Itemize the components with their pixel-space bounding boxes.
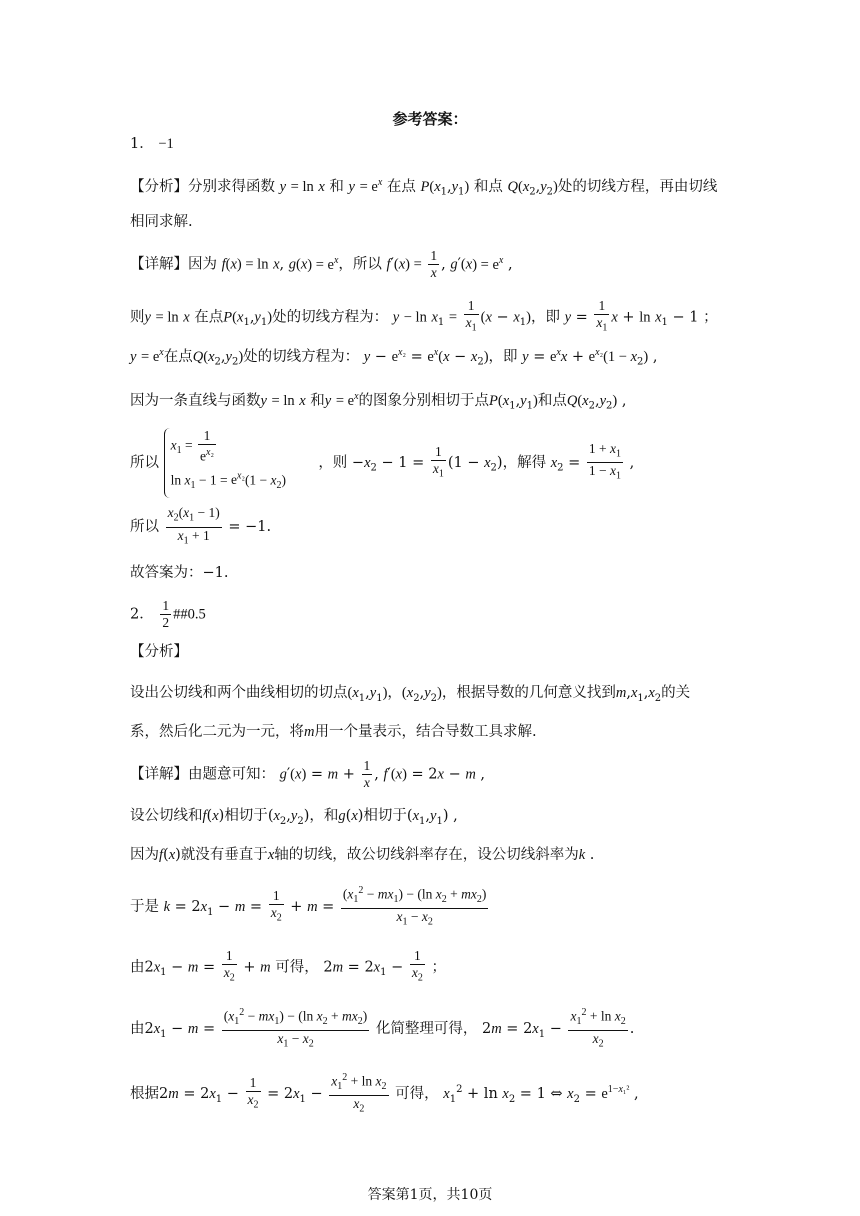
q1-answer-line: [130, 133, 800, 155]
page-footer: 答案第1页，共10页: [367, 1187, 493, 1203]
q1-analysis-tag: 【分析】: [130, 178, 188, 195]
q2-since-line: 因为f(x)就没有垂直于x轴的切线，故公切线斜率存在，设公切线斜率为k .: [130, 847, 595, 863]
q2-analysis-tag: 【分析】: [130, 644, 188, 660]
q1-detail-line: 【详解】因为 f(x) = ln x, $g(x) = e^x$，所以 f′(x) = $\frac{1}{x}$ , $g'(x) = e^x$ ,: [130, 248, 513, 280]
q1-tangent2-line: $y = e^x$在点$Q(x_2,y_2)$处的切线方程为： $y - e^{x_2} = e^x(x - x_2)$，即 $y = e^xx + e^{x_2}(1 - x_2)$ ,: [130, 347, 658, 368]
q2-analysis-line1: 设出公切线和两个曲线相切的切点$(x_1,y_1)$，$(x_2,y_2)$，根据导数的几何意义找到$m,x_1,x_2$的关: [130, 685, 691, 704]
q2-analysis-line2: 系，然后化二元为一元，将m用一个量表示，结合导数工具求解.: [130, 724, 537, 740]
q1-detail-tag: 【详解】: [130, 256, 188, 273]
page-heading: 参考答案：: [392, 110, 468, 128]
q1-answer: −1: [158, 136, 174, 152]
q1-number: 1．: [130, 136, 154, 152]
q2-answer-line: 2． $\frac{1}{2}$ ##0.5: [130, 598, 206, 630]
q2-from1-line: 由$2x_1 - m$ = $\frac{1}{x_2}$ + m 可得， $2m = 2x_1$ − $\frac{1}{x_2}$ ；: [130, 948, 446, 984]
equation-system: $x_1$ = $\frac{1}{e^{x_2}}$ $\ln x_1 - 1 = e^{x_2}(1 - x_2)$: [164, 428, 286, 498]
q1-system-line: 所以 $x_1$ = $\frac{1}{e^{x_2}}$ $\ln x_1 - 1 = e^{x_2}(1 - x_2)$ ，则 $-x_2 - 1$ = $\frac{1}{x_1}$ $(1 - x_2)$，解得 $x_2$ = $\frac{1 + x_1}{1 - x_1}$ ,: [130, 428, 800, 498]
q2-from2-line: 由$2x_1 - m$ = $\frac{(x_1^2 - mx_1) - (\ln x_2 + mx_2)}{x_1 - x_2}$ 化简整理可得， $2m = 2x_1$ − $\frac{x_1^2 + \ln x_2}{x_2}$ .: [130, 1007, 635, 1050]
q1-analysis-line: 【分析】分别求得函数 y = ln x 和 $y = e^x$ 在点 $P(x_1,y_1)$ 和点 $Q(x_2,y_2)$处的切线方程，再由切线: [130, 177, 718, 198]
q2-number: 2．: [130, 606, 154, 623]
q1-analysis-line2: 相同求解.: [130, 214, 193, 230]
q2-thus-line: 于是 $k = 2x_1 - m$ = $\frac{1}{x_2}$ + m = $\frac{(x_1^2 - mx_1) - (\ln x_2 + mx_2)}{x_1 - x_2}$: [130, 885, 487, 928]
q2-according-line: 根据$2m = 2x_1$ − $\frac{1}{x_2}$ = $2x_1$ − $\frac{x_1^2 + \ln x_2}{x_2}$ 可得， $x_1^2 + \ln x_2 = 1$ ⇔ $x_2 = e^{1-x_1^2}$ ,: [130, 1072, 639, 1115]
q2-answer-alt: ##0.5: [173, 606, 206, 623]
q1-because-line: 因为一条直线与函数y = ln x 和$y = e^x$的图象分别相切于点$P(x_1,y_1)$和点$Q(x_2,y_2)$ ,: [130, 391, 627, 412]
q1-tangent1-line: 则y = ln x 在点$P(x_1,y_1)$处的切线方程为： $y - \ln x_1$ = $\frac{1}{x_1}$ $(x - x_1)$，即 y = $\frac{1}{x_1}$ $x + \ln x_1 - 1$ ；: [130, 298, 718, 334]
q2-set-line: 设公切线和f(x)相切于$(x_2,y_2)$，和g(x)相切于$(x_1,y_1)$ ,: [130, 808, 458, 827]
q1-result-line: 所以 $\frac{x_2(x_1 - 1)}{x_1 + 1}$ = −1.: [130, 505, 272, 547]
q2-detail-line: 【详解】由题意可知： g′(x) = m + $\frac{1}{x}$ , f′(x) = 2x − m ,: [130, 758, 486, 790]
q1-conclusion: 故答案为：−1.: [130, 565, 229, 581]
